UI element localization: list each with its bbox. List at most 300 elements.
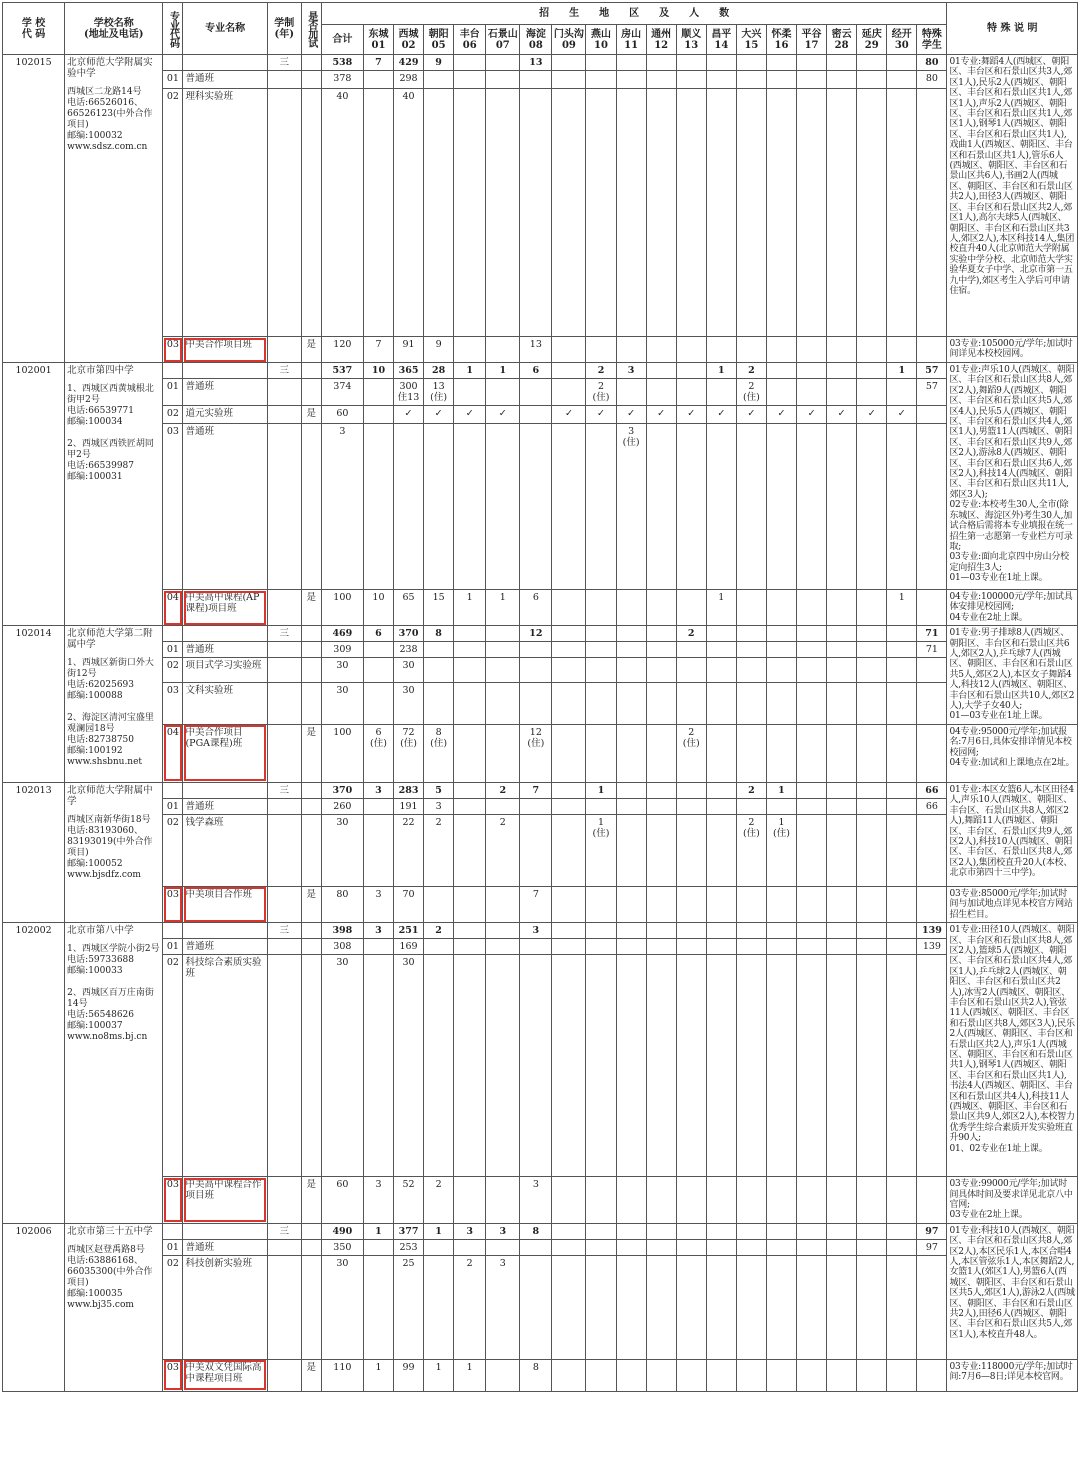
summary-cell: 1 (887, 363, 917, 379)
quota-cell (887, 89, 917, 337)
quota-cell (736, 642, 766, 658)
header-region-11: 顺义 13 (676, 25, 706, 55)
summary-cell (766, 55, 796, 71)
major-duration (267, 89, 301, 337)
major-code: 02 (163, 1255, 183, 1359)
major-duration (267, 682, 301, 724)
quota-cell (917, 955, 947, 1177)
summary-cell: 370 (394, 626, 424, 642)
quota-cell (586, 658, 616, 682)
school-duration: 三 (267, 363, 301, 379)
quota-cell (486, 89, 520, 337)
summary-cell (616, 626, 646, 642)
quota-cell (454, 89, 486, 337)
major-code: 01 (163, 642, 183, 658)
major-duration (267, 379, 301, 406)
school-duration: 三 (267, 55, 301, 71)
quota-cell (827, 814, 857, 886)
quota-cell (857, 71, 887, 89)
quota-cell: ✓ (797, 406, 827, 424)
quota-cell: 12 (住) (520, 724, 552, 782)
quota-cell: ✓ (486, 406, 520, 424)
quota-cell: 8 (520, 1359, 552, 1391)
major-row (3, 798, 1078, 814)
quota-cell: ✓ (424, 406, 454, 424)
remark-last: 03专业:99000元/学年;加试时间具体时间及要求详见北京八中官网; 03专业在2址上课。 (947, 1177, 1078, 1224)
major-row (3, 724, 1078, 782)
header-region-15: 平谷 17 (797, 25, 827, 55)
summary-cell (857, 923, 887, 939)
header-region-16: 密云 28 (827, 25, 857, 55)
quota-cell: 300 住13 (394, 379, 424, 406)
quota-cell (454, 798, 486, 814)
summary-cell (676, 1223, 706, 1239)
quota-cell: 30 (394, 658, 424, 682)
quota-cell (616, 1255, 646, 1359)
quota-cell: 3 (520, 1177, 552, 1224)
major-name: 中美高中课程(AP课程)项目班 (183, 590, 267, 626)
quota-cell (827, 1255, 857, 1359)
school-summary-row (3, 782, 1078, 798)
quota-cell: 30 (321, 955, 363, 1177)
quota-cell (917, 886, 947, 922)
quota-cell (827, 682, 857, 724)
summary-cell: 8 (424, 626, 454, 642)
quota-cell (797, 590, 827, 626)
summary-cell: 28 (424, 363, 454, 379)
summary-cell: 469 (321, 626, 363, 642)
summary-cell (887, 1223, 917, 1239)
summary-cell (827, 1223, 857, 1239)
school-title: 北京市第八中学 (67, 925, 134, 937)
summary-cell (887, 55, 917, 71)
quota-cell (917, 658, 947, 682)
quota-cell (917, 724, 947, 782)
quota-cell (887, 724, 917, 782)
quota-cell (766, 1239, 796, 1255)
summary-cell (616, 1223, 646, 1239)
quota-cell (827, 642, 857, 658)
quota-cell (486, 642, 520, 658)
summary-cell: 3 (363, 782, 393, 798)
quota-cell (706, 814, 736, 886)
school-address: 1、西城区西黄城根北街甲2号 电话:66539771 邮编:100034 2、西城区西铁匠胡同甲2号 电话:66539987 邮编:100031 (67, 384, 154, 482)
quota-cell: 97 (917, 1239, 947, 1255)
quota-cell (424, 1255, 454, 1359)
quota-cell (486, 798, 520, 814)
quota-cell: 30 (321, 658, 363, 682)
summary-cell (676, 923, 706, 939)
quota-cell (454, 71, 486, 89)
summary-cell: 2 (676, 626, 706, 642)
quota-cell: 139 (917, 939, 947, 955)
quota-cell (520, 814, 552, 886)
major-code: 03 (163, 1359, 183, 1391)
quota-cell (887, 424, 917, 590)
quota-cell (766, 379, 796, 406)
quota-cell (857, 379, 887, 406)
summary-cell (736, 1223, 766, 1239)
quota-cell: 30 (321, 682, 363, 724)
quota-cell: ✓ (676, 406, 706, 424)
quota-cell (646, 642, 676, 658)
summary-cell (586, 626, 616, 642)
summary-cell: 3 (454, 1223, 486, 1239)
major-name: 科技创新实验班 (183, 1255, 267, 1359)
quota-cell (736, 939, 766, 955)
school-title: 北京师范大学附属中学 (67, 784, 153, 807)
summary-major-code (163, 1223, 183, 1239)
quota-cell: ✓ (857, 406, 887, 424)
summary-major-name (183, 55, 267, 71)
major-code: 03 (163, 337, 183, 363)
quota-cell (363, 71, 393, 89)
quota-cell (363, 814, 393, 886)
summary-cell (586, 923, 616, 939)
quota-cell (676, 1177, 706, 1224)
school-summary-row (3, 363, 1078, 379)
quota-cell (586, 1359, 616, 1391)
quota-cell (676, 798, 706, 814)
major-code: 02 (163, 658, 183, 682)
quota-cell: 7 (520, 886, 552, 922)
major-code: 02 (163, 955, 183, 1177)
summary-cell (827, 55, 857, 71)
major-row (3, 642, 1078, 658)
quota-cell (363, 1255, 393, 1359)
quota-cell: 60 (321, 406, 363, 424)
major-code: 03 (163, 886, 183, 922)
major-duration (267, 886, 301, 922)
quota-cell: ✓ (827, 406, 857, 424)
quota-cell (766, 337, 796, 363)
major-extra-test (301, 89, 321, 337)
summary-cell: 2 (486, 782, 520, 798)
header-major-name: 专业名称 (183, 3, 267, 55)
summary-cell (736, 55, 766, 71)
quota-cell (706, 658, 736, 682)
summary-cell: 283 (394, 782, 424, 798)
quota-cell (552, 1255, 586, 1359)
quota-cell: ✓ (736, 406, 766, 424)
quota-cell (887, 814, 917, 886)
summary-cell: 538 (321, 55, 363, 71)
quota-cell: 60 (321, 1177, 363, 1224)
quota-cell (827, 658, 857, 682)
quota-cell (616, 89, 646, 337)
quota-cell: 13 (住) (424, 379, 454, 406)
quota-cell (616, 814, 646, 886)
quota-cell (646, 1359, 676, 1391)
quota-cell (706, 379, 736, 406)
quota-cell (616, 724, 646, 782)
school-name (65, 626, 163, 783)
summary-cell: 5 (424, 782, 454, 798)
quota-cell (486, 1239, 520, 1255)
quota-cell (917, 424, 947, 590)
summary-cell (857, 1223, 887, 1239)
quota-cell: ✓ (887, 406, 917, 424)
quota-cell (586, 642, 616, 658)
quota-cell (827, 1239, 857, 1255)
major-name: 普通班 (183, 379, 267, 406)
quota-cell: 308 (321, 939, 363, 955)
quota-cell (552, 590, 586, 626)
quota-cell (394, 424, 424, 590)
school-code: 102014 (3, 626, 65, 783)
summary-cell (646, 55, 676, 71)
header-remarks: 特 殊 说 明 (947, 3, 1078, 55)
quota-cell (736, 955, 766, 1177)
quota-cell (586, 1239, 616, 1255)
quota-cell (887, 955, 917, 1177)
quota-cell (646, 658, 676, 682)
summary-cell (857, 782, 887, 798)
summary-cell (552, 923, 586, 939)
quota-cell (552, 71, 586, 89)
quota-cell (454, 682, 486, 724)
quota-cell (766, 886, 796, 922)
major-duration (267, 71, 301, 89)
major-name: 普通班 (183, 1239, 267, 1255)
summary-extra (301, 782, 321, 798)
quota-cell (766, 424, 796, 590)
quota-cell (766, 798, 796, 814)
summary-cell (676, 782, 706, 798)
header-school-code: 学 校 代 码 (3, 3, 65, 55)
quota-cell: 100 (321, 590, 363, 626)
major-code: 01 (163, 798, 183, 814)
quota-cell (706, 682, 736, 724)
major-extra-test: 是 (301, 590, 321, 626)
quota-cell: 30 (321, 814, 363, 886)
quota-cell (424, 642, 454, 658)
major-code: 02 (163, 406, 183, 424)
quota-cell (797, 886, 827, 922)
major-row (3, 682, 1078, 724)
summary-cell (676, 55, 706, 71)
school-duration: 三 (267, 782, 301, 798)
quota-cell (827, 1359, 857, 1391)
summary-cell (827, 626, 857, 642)
major-extra-test: 是 (301, 1177, 321, 1224)
major-duration (267, 798, 301, 814)
major-duration (267, 406, 301, 424)
major-duration (267, 424, 301, 590)
enrollment-table (2, 2, 1078, 1392)
quota-cell (797, 1177, 827, 1224)
school-summary-row (3, 923, 1078, 939)
quota-cell (887, 1255, 917, 1359)
quota-cell (676, 955, 706, 1177)
quota-cell (520, 406, 552, 424)
quota-cell (797, 658, 827, 682)
quota-cell (736, 798, 766, 814)
summary-cell (646, 1223, 676, 1239)
summary-cell (646, 363, 676, 379)
quota-cell (552, 424, 586, 590)
school-summary-row (3, 626, 1078, 642)
quota-cell (736, 724, 766, 782)
summary-extra (301, 923, 321, 939)
quota-cell (520, 89, 552, 337)
major-duration (267, 939, 301, 955)
quota-cell (552, 814, 586, 886)
header-major-code: 专业代码 (163, 3, 183, 55)
quota-cell: 2 (424, 1177, 454, 1224)
quota-cell (586, 89, 616, 337)
quota-cell: 65 (394, 590, 424, 626)
quota-cell (363, 424, 393, 590)
quota-cell (766, 1255, 796, 1359)
summary-cell (454, 626, 486, 642)
quota-cell (520, 642, 552, 658)
quota-cell (454, 642, 486, 658)
quota-cell (552, 1177, 586, 1224)
quota-cell (676, 682, 706, 724)
major-name: 道元实验班 (183, 406, 267, 424)
summary-major-name (183, 1223, 267, 1239)
quota-cell: ✓ (766, 406, 796, 424)
quota-cell (887, 798, 917, 814)
quota-cell (586, 939, 616, 955)
quota-cell (646, 1177, 676, 1224)
quota-cell: 1 (454, 1359, 486, 1391)
quota-cell (827, 337, 857, 363)
summary-cell: 13 (520, 55, 552, 71)
quota-cell (887, 1239, 917, 1255)
quota-cell: ✓ (454, 406, 486, 424)
quota-cell: 40 (321, 89, 363, 337)
major-duration (267, 1239, 301, 1255)
quota-cell (363, 682, 393, 724)
header-duration: 学制 (年) (267, 3, 301, 55)
header-region-title: 招 生 地 区 及 人 数 (321, 3, 947, 25)
quota-cell (676, 886, 706, 922)
quota-cell (827, 590, 857, 626)
school-code: 102006 (3, 1223, 65, 1391)
quota-cell (827, 724, 857, 782)
school-address: 1、西城区新街口外大街12号 电话:62025693 邮编:100088 2、海淀区清河宝盛里观澜园18号 电话:82738750 邮编:100192 www.shsbnu.net (67, 658, 154, 768)
quota-cell (857, 658, 887, 682)
remark-last: 04专业:95000元/学年;加试报名:7月6日,具体安排详情见本校校园网; 04专业:加试和上课地点在2址。 (947, 724, 1078, 782)
summary-cell: 2 (736, 782, 766, 798)
quota-cell (486, 886, 520, 922)
quota-cell (424, 1239, 454, 1255)
school-name (65, 363, 163, 626)
quota-cell (827, 955, 857, 1177)
quota-cell: 350 (321, 1239, 363, 1255)
major-name: 中美项目合作班 (183, 886, 267, 922)
summary-cell (706, 55, 736, 71)
quota-cell (646, 590, 676, 626)
school-summary-row (3, 1223, 1078, 1239)
quota-cell (424, 71, 454, 89)
quota-cell (676, 1359, 706, 1391)
remark-last: 03专业:85000元/学年;加试时间与加试地点详见本校官方网站招生栏目。 (947, 886, 1078, 922)
quota-cell (857, 1359, 887, 1391)
major-code: 04 (163, 590, 183, 626)
quota-cell (363, 955, 393, 1177)
quota-cell (586, 424, 616, 590)
summary-cell (797, 626, 827, 642)
quota-cell (857, 424, 887, 590)
summary-cell: 71 (917, 626, 947, 642)
header-region-17: 延庆 29 (857, 25, 887, 55)
major-name: 普通班 (183, 71, 267, 89)
quota-cell: 1 (887, 590, 917, 626)
summary-cell: 3 (616, 363, 646, 379)
quota-cell (797, 71, 827, 89)
quota-cell: 30 (394, 682, 424, 724)
quota-cell (616, 1177, 646, 1224)
school-title: 北京市第四中学 (67, 365, 134, 376)
quota-cell: 1 (424, 1359, 454, 1391)
quota-cell (736, 1255, 766, 1359)
quota-cell: 100 (321, 724, 363, 782)
quota-cell (616, 886, 646, 922)
summary-cell: 57 (917, 363, 947, 379)
quota-cell (454, 955, 486, 1177)
quota-cell (766, 1177, 796, 1224)
major-row (3, 1359, 1078, 1391)
quota-cell (827, 1177, 857, 1224)
summary-major-code (163, 782, 183, 798)
quota-cell: 1 (363, 1359, 393, 1391)
summary-cell (552, 363, 586, 379)
major-name: 普通班 (183, 798, 267, 814)
summary-cell: 2 (736, 363, 766, 379)
quota-cell (857, 1177, 887, 1224)
quota-cell (736, 424, 766, 590)
quota-cell: ✓ (646, 406, 676, 424)
quota-cell (552, 658, 586, 682)
quota-cell (676, 89, 706, 337)
summary-cell: 2 (424, 923, 454, 939)
quota-cell (706, 724, 736, 782)
school-address: 西城区赵登禹路8号 电话:63886168、66035300(中外合作项目) 邮编:100035 www.bj35.com (67, 1244, 153, 1310)
quota-cell (646, 886, 676, 922)
quota-cell (586, 682, 616, 724)
major-duration (267, 814, 301, 886)
header-region-4: 丰台 06 (454, 25, 486, 55)
quota-cell (827, 424, 857, 590)
summary-cell (586, 1223, 616, 1239)
summary-cell (797, 1223, 827, 1239)
major-extra-test (301, 71, 321, 89)
quota-cell (706, 1359, 736, 1391)
quota-cell (827, 798, 857, 814)
quota-cell (827, 89, 857, 337)
quota-cell (646, 814, 676, 886)
quota-cell (857, 798, 887, 814)
quota-cell: 6 (住) (363, 724, 393, 782)
quota-cell (616, 939, 646, 955)
quota-cell (797, 1239, 827, 1255)
summary-cell (797, 55, 827, 71)
header-region-0: 合计 (321, 25, 363, 55)
quota-cell (646, 955, 676, 1177)
quota-cell (454, 814, 486, 886)
quota-cell (797, 724, 827, 782)
header-region-7: 门头沟 09 (552, 25, 586, 55)
quota-cell: 57 (917, 379, 947, 406)
major-code: 02 (163, 814, 183, 886)
summary-cell (646, 782, 676, 798)
major-row (3, 658, 1078, 682)
major-name: 中美高中课程合作项目班 (183, 1177, 267, 1224)
summary-cell (486, 923, 520, 939)
